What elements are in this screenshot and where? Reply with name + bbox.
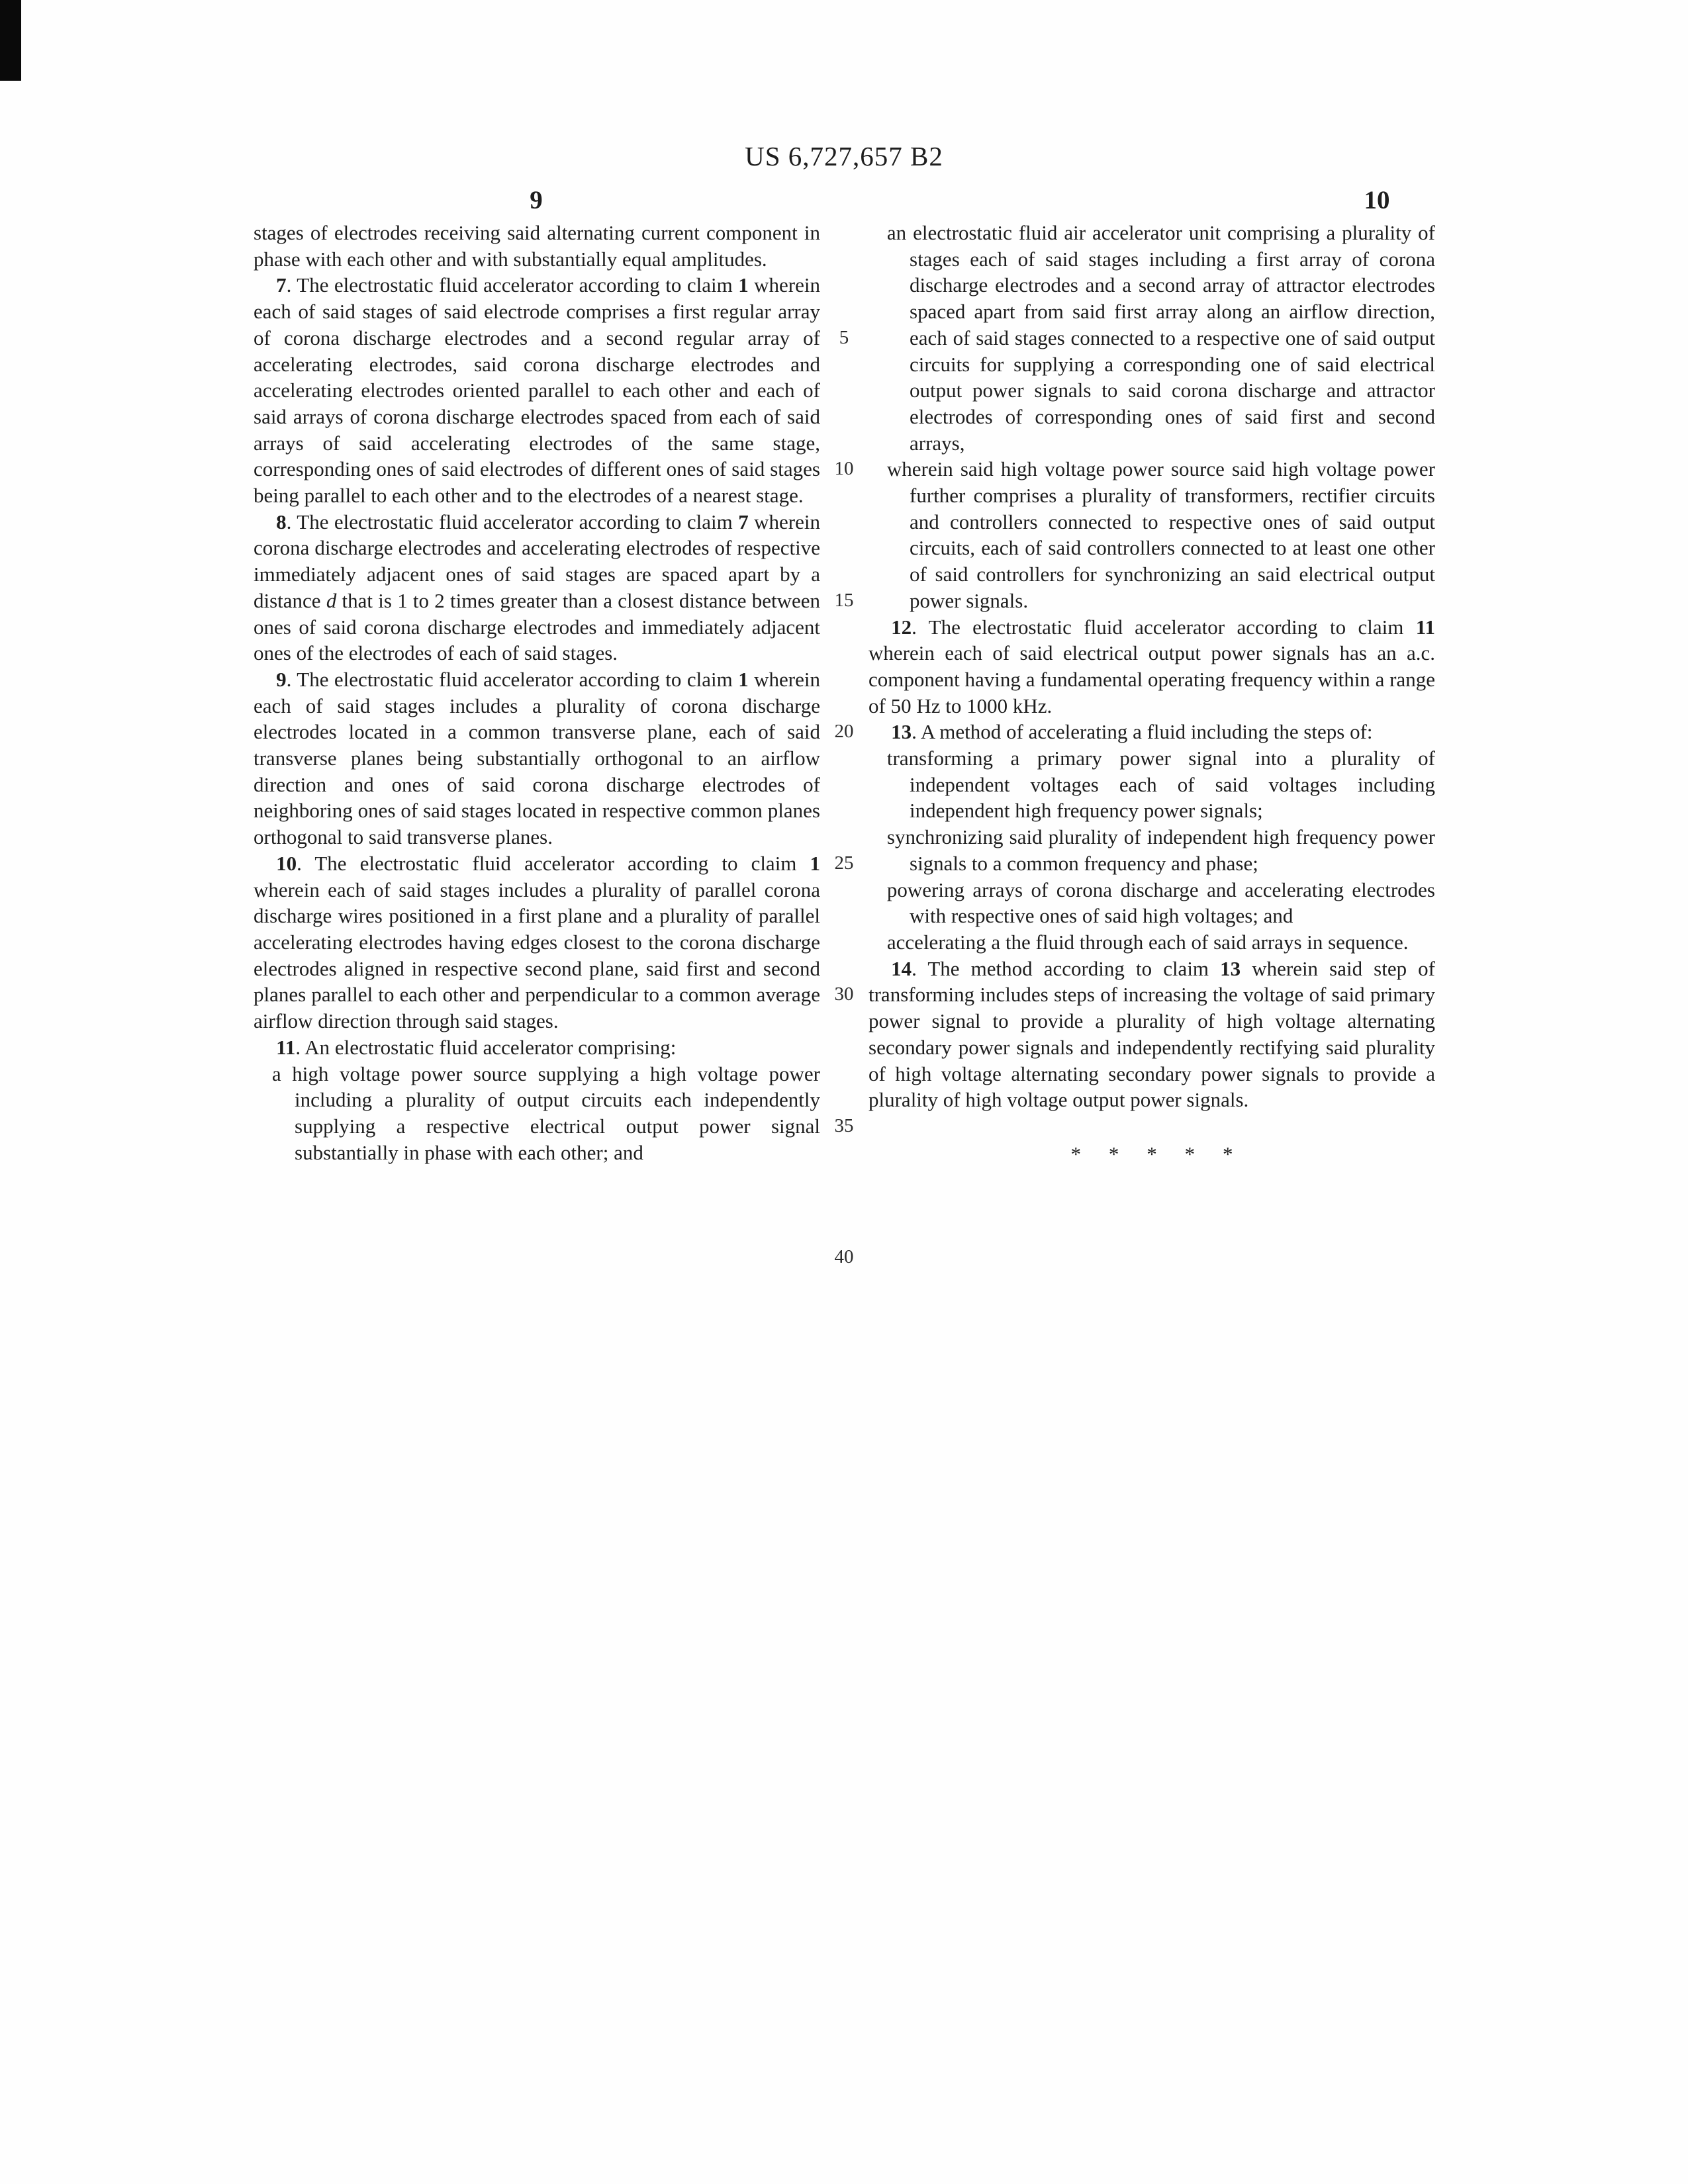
claims-column-left <box>254 220 820 1165</box>
claim-8: 8. The electrostatic fluid accelerator according to claim 7 wherein corona discharge electrodes and accelerating electrodes of respective immediately adjacent ones of said stages are spaced apart by a distance d that is 1 to 2 times greater than a closest distance between ones of said corona discharge electrodes and immediately adjacent ones of the electrodes of each of said stages. <box>254 510 821 665</box>
claims-column-right <box>868 220 1435 1167</box>
claim-14: 14. The method according to claim 13 wherein said step of transforming includes steps of increasing the voltage of said primary power signal to provide a plurality of high voltage alternating secondary power signals and independently rectifying said plurality of high voltage alternating secondary power signals to provide a plurality of high voltage output power signals. <box>868 956 1435 1112</box>
continued-claim-text: stages of electrodes receiving said alternating current component in phase with each other and with substantially equal amplitudes. <box>254 221 820 271</box>
claim-12: 12. The electrostatic fluid accelerator according to claim 11 wherein each of said electrical output power signals has an a.c. component having a fundamental operating frequency within a range of 50 Hz to 1000 kHz. <box>868 615 1435 717</box>
claim-13-step-synchronizing: synchronizing said plurality of independent high frequency power signals to a common frequency and phase; <box>886 825 1435 875</box>
claim-11-preamble: 11. An electrostatic fluid accelerator comprising: <box>276 1035 677 1059</box>
line-number-20: 20 <box>834 721 854 743</box>
column-number-left: 9 <box>530 186 543 214</box>
line-number-35: 35 <box>834 1115 854 1136</box>
end-of-claims-marker: * * * * * <box>1070 1142 1233 1165</box>
scan-artifact <box>0 0 21 81</box>
claim-13-preamble: 13. A method of accelerating a fluid including the steps of: <box>891 720 1373 744</box>
line-number-25: 25 <box>834 852 854 874</box>
claim-11-element-power-source: a high voltage power source supplying a high voltage power including a plurality of output circuits each independently supplying a respective electrical output power signal substantially in phase with each other; and <box>271 1062 820 1164</box>
claim-11-element-accelerator-unit: an electrostatic fluid air accelerator unit comprising a plurality of stages each of said stages including a first array of corona discharge electrodes and a second array of attractor electrodes spaced apart from said first array along an airflow direction, each of said stages connected to a respective one of said output circuits for supplying a corresponding one of said electrical output power signals to said corona discharge and attractor electrodes of corresponding ones of said first and second arrays, <box>886 221 1435 455</box>
column-number-right: 10 <box>1364 186 1390 214</box>
claim-10: 10. The electrostatic fluid accelerator according to claim 1 wherein each of said stages includes a plurality of parallel corona discharge wires positioned in a first plane and a plurality of parallel accelerating electrodes having edges closest to the corona discharge electrodes aligned in respective second plane, said first and second planes parallel to each other and perpendicular to a common average airflow direction through said stages. <box>254 851 820 1033</box>
line-number-15: 15 <box>834 589 854 611</box>
line-number-40: 40 <box>834 1246 854 1268</box>
claim-13-step-transforming: transforming a primary power signal into a plurality of independent voltages each of said voltages including independent high frequency power signals; <box>886 747 1435 823</box>
line-number-10: 10 <box>834 458 854 480</box>
claim-11-wherein-clause: wherein said high voltage power source said high voltage power further comprises a plurality of transformers, rectifier circuits and controllers connected to respective ones of said output circuits, each of said controllers connected to at least one other of said controllers for synchronizing an said electrical output power signals. <box>886 457 1435 612</box>
line-number-5: 5 <box>839 326 849 348</box>
claim-13-step-accelerating: accelerating a the fluid through each of said arrays in sequence. <box>886 930 1409 954</box>
claim-9: 9. The electrostatic fluid accelerator according to claim 1 wherein each of said stages includes a plurality of corona discharge electrodes located in a common transverse plane, each of said transverse planes being substantially orthogonal to an airflow direction and ones of said corona discharge electrodes of neighboring ones of said stages located in respective common planes orthogonal to said transverse planes. <box>254 667 821 849</box>
line-number-30: 30 <box>834 983 854 1005</box>
claim-13-step-powering: powering arrays of corona discharge and accelerating electrodes with respective ones of said high voltages; and <box>886 878 1435 928</box>
claim-7: 7. The electrostatic fluid accelerator according to claim 1 wherein each of said stages of said electrode comprises a first regular array of corona discharge electrodes and a second regular array of accelerating electrodes, said corona discharge electrodes and accelerating electrodes oriented parallel to each other and each of said arrays of corona discharge electrodes spaced from each of said arrays of said accelerating electrodes of the same stage, corresponding ones of said electrodes of different ones of said stages being parallel to each other and to the electrodes of a nearest stage. <box>254 273 821 508</box>
patent-number-header: US 6,727,657 B2 <box>745 141 943 171</box>
